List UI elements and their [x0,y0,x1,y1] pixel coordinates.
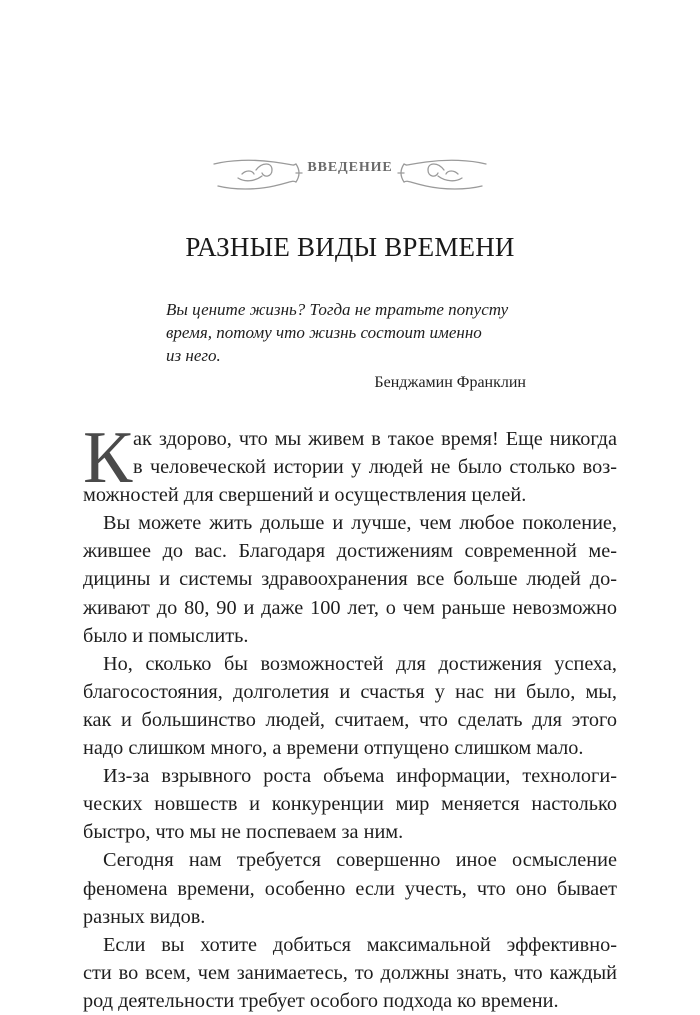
epigraph-line: время, потому что жизнь состоит именно [166,323,482,342]
text-line: жившее до вас. Благодаря достижениям современной ме- [83,540,617,563]
text-line: сти во всем, чем занимаетесь, то должны знать, что каждый [83,961,617,984]
text-line: феномена времени, особенно если учесть, что оно бывает [83,877,617,900]
text-line: Сегодня нам требуется совершенно иное осмысление [103,849,617,872]
text-line: живают до 80, 90 и даже 100 лет, о чем раньше невозможно [83,596,617,619]
drop-cap: К [83,417,133,499]
chapter-title: РАЗНЫЕ ВИДЫ ВРЕМЕНИ [185,232,515,262]
text-line: Но, сколько бы возможностей для достижения успеха, [103,652,617,675]
text-line: благосостояния, долголетия и счастья у нас ни было, мы, [83,680,617,703]
text-line: ческих новшеств и конкуренции мир меняется настолько [83,793,617,816]
text-line: разных видов. [83,905,206,928]
epigraph-author: Бенджамин Франклин [374,374,526,391]
text-line: надо слишком много, а времени отпущено слишком мало. [83,737,584,760]
section-label: ВВЕДЕНИЕ [307,160,393,175]
text-line: род деятельности требует особого подхода ко времени. [83,989,559,1012]
text-line: можностей для свершений и осуществления целей. [83,484,527,507]
body-text [83,417,617,1015]
text-line: быстро, что мы не поспеваем за ним. [83,821,404,844]
text-line: ак здорово, что мы живем в такое время! Еще никогда [133,428,617,450]
text-line: как и большинство людей, считаем, что сделать для этого [83,708,617,731]
text-line: в человеческой истории у людей не было столько воз- [133,456,617,479]
text-line: Вы можете жить дольше и лучше, чем любое поколение, [103,512,617,535]
text-line: Из-за взрывного роста объема информации, технологи- [103,765,617,788]
epigraph [166,298,536,367]
epigraph-line: Вы цените жизнь? Тогда не тратьте попусту [166,300,509,319]
text-line: дицины и системы здравоохранения все больше людей до- [83,568,617,591]
text-line: Если вы хотите добиться максимальной эффективно- [103,933,617,956]
epigraph-line: из него. [166,346,221,365]
text-line: было и помыслить. [83,624,249,647]
